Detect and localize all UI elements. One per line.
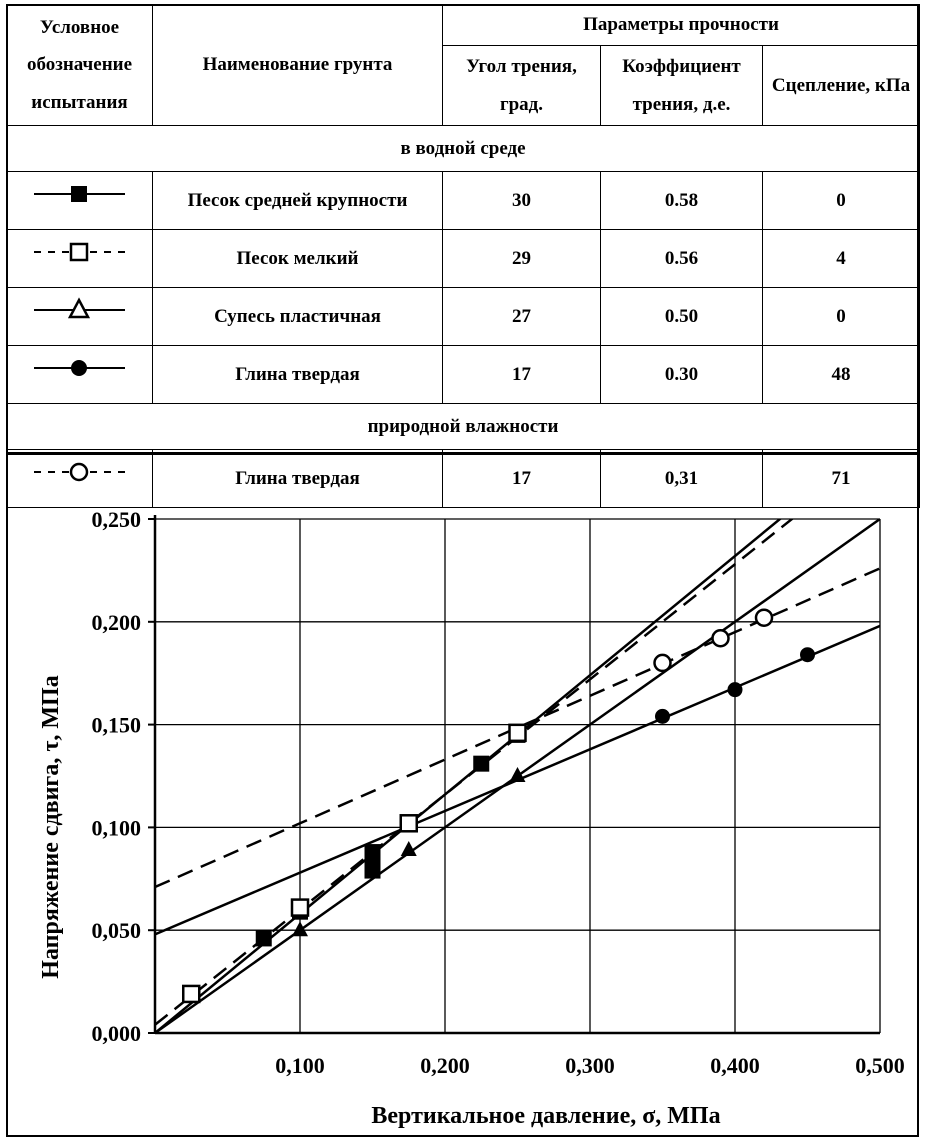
symbol-open-square-dashed [7, 230, 153, 288]
x-tick-label: 0,500 [855, 1053, 905, 1078]
section-water: в водной среде [7, 126, 920, 172]
y-tick-label: 0,250 [91, 507, 141, 532]
y-tick-label: 0,050 [91, 918, 141, 944]
row-name: Глина твердая [153, 346, 443, 404]
row-angle: 29 [443, 230, 601, 288]
x-tick-label: 0,400 [710, 1053, 760, 1078]
y-axis-label: Напряжение сдвига, τ, МПа [38, 675, 64, 979]
row-cohesion: 48 [763, 346, 920, 404]
point-series-1 [183, 986, 199, 1002]
row-coefficient: 0.56 [601, 230, 763, 288]
data-points [183, 610, 815, 1002]
row-angle: 30 [443, 172, 601, 230]
y-tick-label: 0,000 [91, 1021, 141, 1046]
x-tick-label: 0,100 [275, 1053, 325, 1078]
row-name: Глина твердая [153, 450, 443, 508]
row-angle: 17 [443, 450, 601, 508]
row-coefficient: 0.50 [601, 288, 763, 346]
point-series-3 [655, 709, 670, 724]
row-angle: 17 [443, 346, 601, 404]
row-cohesion: 71 [763, 450, 920, 508]
point-series-4 [713, 630, 729, 646]
point-series-4 [756, 610, 772, 626]
symbol-filled-square-solid [7, 172, 153, 230]
header-coefficient: Коэффициент трения, д.е. [601, 46, 763, 126]
row-cohesion: 0 [763, 172, 920, 230]
x-axis-label: Вертикальное давление, σ, МПа [371, 1103, 721, 1129]
row-name: Песок средней крупности [153, 172, 443, 230]
point-series-4 [655, 655, 671, 671]
y-tick-label: 0,150 [91, 712, 141, 738]
row-coefficient: 0.58 [601, 172, 763, 230]
symbol-filled-circle-solid [7, 346, 153, 404]
x-tick-label: 0,200 [420, 1053, 470, 1078]
point-series-3 [728, 682, 743, 697]
row-name: Супесь пластичная [153, 288, 443, 346]
row-coefficient: 0,31 [601, 450, 763, 508]
y-tick-label: 0,100 [91, 815, 141, 841]
row-coefficient: 0.30 [601, 346, 763, 404]
x-tick-label: 0,300 [565, 1053, 615, 1078]
point-series-3 [800, 647, 815, 662]
row-name: Песок мелкий [153, 230, 443, 288]
row-cohesion: 0 [763, 288, 920, 346]
point-series-2 [510, 767, 526, 782]
point-series-0 [365, 844, 381, 860]
row-cohesion: 4 [763, 230, 920, 288]
point-series-1 [292, 900, 308, 916]
header-angle: Угол трения, град. [443, 46, 601, 126]
chart-area [6, 452, 919, 1137]
point-series-2 [292, 921, 308, 936]
shear-chart [6, 455, 919, 1137]
symbol-open-triangle-solid [7, 288, 153, 346]
point-series-0 [473, 756, 489, 772]
point-series-1 [401, 815, 417, 831]
header-strength-group: Параметры прочности [443, 5, 920, 46]
y-tick-label: 0,200 [91, 609, 141, 635]
section-natural: природной влажности [7, 404, 920, 450]
point-series-1 [510, 725, 526, 741]
header-name: Наименование грунта [153, 5, 443, 126]
legend-table [6, 4, 920, 508]
header-cohesion: Сцепление, кПа [763, 46, 920, 126]
header-symbol: Условное обозначение испытания [7, 5, 153, 126]
row-angle: 27 [443, 288, 601, 346]
point-series-0 [256, 930, 272, 946]
